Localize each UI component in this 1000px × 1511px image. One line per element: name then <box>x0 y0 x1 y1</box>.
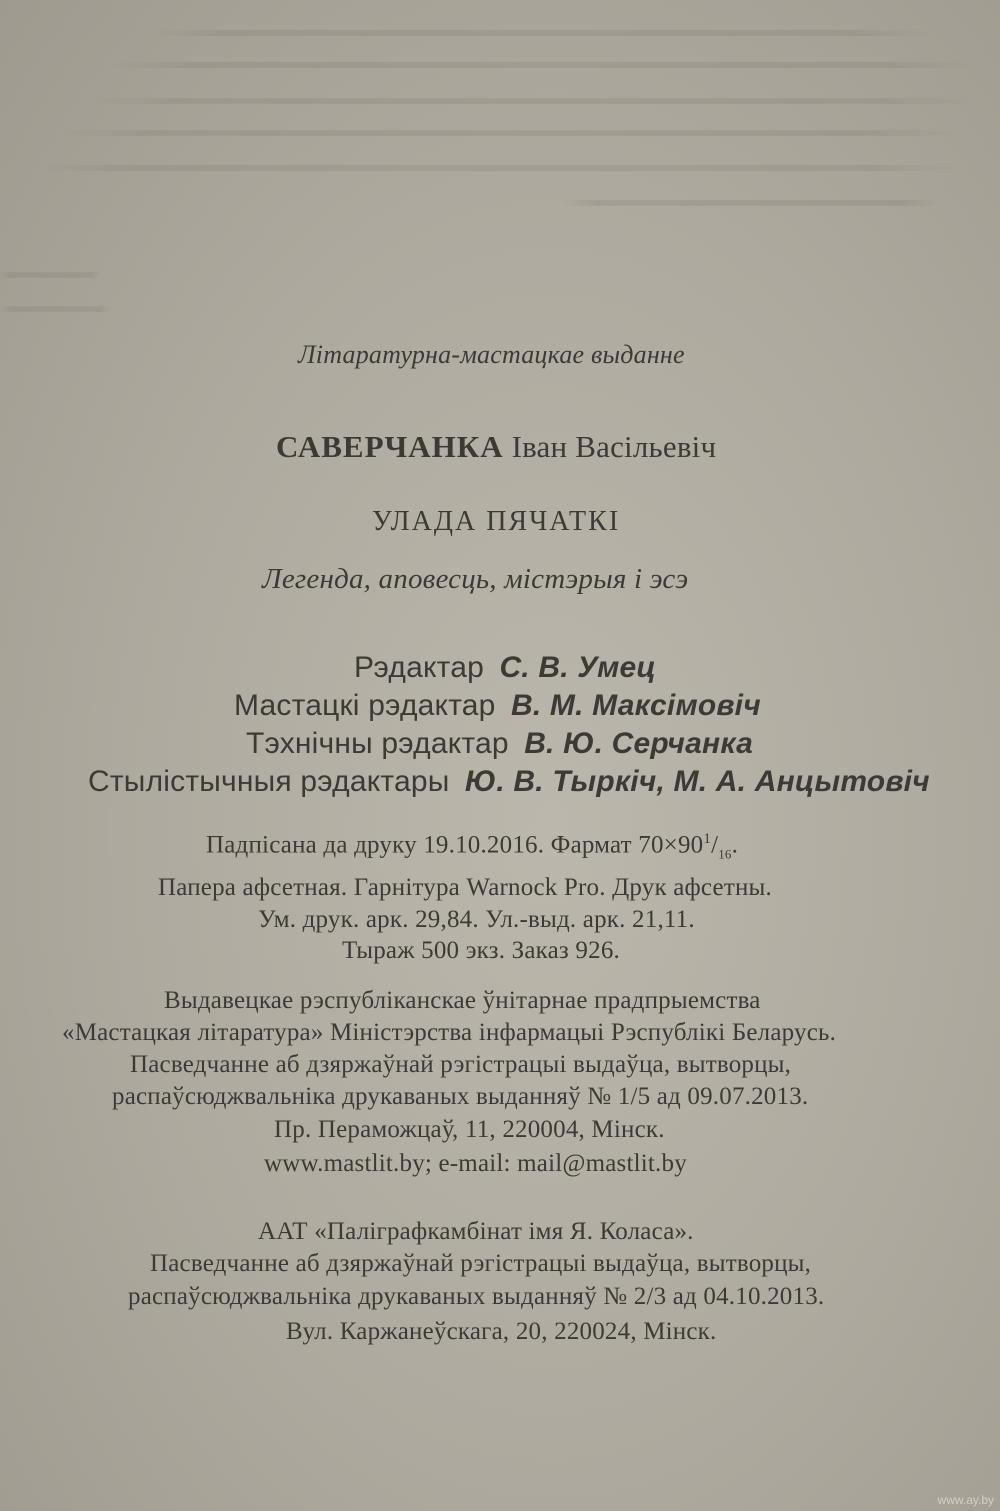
author-name <box>276 429 716 465</box>
publisher-line-2: «Мастацкая літаратура» Міністэрства інфармацыі Рэспублікі Беларусь. <box>62 1019 837 1046</box>
credit-person: В. М. Максімовіч <box>510 689 761 722</box>
publisher-line-1: Выдавецкае рэспубліканскае ўнітарнае прадпрыемства <box>164 987 761 1014</box>
publisher-line-4: распаўсюджвальніка друкаваных выданняў № 1/5 ад 09.07.2013. <box>112 1083 809 1110</box>
imprint-line-4: Тыраж 500 экз. Заказ 926. <box>342 937 620 964</box>
credit-style-editors <box>88 765 930 799</box>
site-watermark: www.ay.by <box>937 1493 994 1507</box>
publisher-line-3: Пасведчанне аб дзяржаўнай рэгістрацыі выдаўца, вытворцы, <box>130 1051 792 1078</box>
credit-role: Стылістычныя рэдактары <box>88 765 450 798</box>
book-title: УЛАДА ПЯЧАТКІ <box>372 506 621 537</box>
author-given-names: Іван Васільевіч <box>511 429 717 464</box>
credit-role: Рэдактар <box>354 651 485 684</box>
imprint-line-2: Папера афсетная. Гарнітура Warnock Pro. Друк афсетны. <box>158 874 772 901</box>
imprint-signed-format: Падпісана да друку 19.10.2016. Фармат 70×90 <box>206 831 704 859</box>
printer-line-2: Пасведчанне аб дзяржаўнай рэгістрацыі выдаўца, вытворцы, <box>150 1250 812 1277</box>
format-numerator: 1 <box>703 831 712 847</box>
imprint-line-3: Ум. друк. арк. 29,84. Ул.-выд. арк. 21,11. <box>258 906 695 933</box>
credit-role: Тэхнічны рэдактар <box>246 727 509 760</box>
publisher-address: Пр. Пераможцаў, 11, 220004, Мінск. <box>274 1116 665 1143</box>
printer-line-1: ААТ «Паліграфкамбінат імя Я. Коласа». <box>258 1218 694 1245</box>
credit-person: В. Ю. Серчанка <box>524 727 753 760</box>
format-denominator: 16 <box>718 846 732 862</box>
imprint-line-1: Падпісана да друку 19.10.2016. Фармат $70\times 90^1/_{16}$. <box>206 831 739 862</box>
publisher-contacts: www.mastlit.by; e-mail: mail@mastlit.by <box>264 1150 687 1177</box>
edition-type: Літаратурна-мастацкае выданне <box>298 340 685 369</box>
credit-person: С. В. Умец <box>499 651 656 684</box>
book-subtitle: Легенда, аповесць, містэрыя і эсэ <box>262 563 689 595</box>
credit-person: Ю. В. Тыркіч, М. А. Анцытовіч <box>464 765 930 798</box>
printer-line-3: распаўсюджвальніка друкаваных выданняў № 2/3 ад 04.10.2013. <box>128 1283 825 1310</box>
credit-art-editor <box>234 689 761 723</box>
credit-editor <box>354 651 656 685</box>
printer-address: Вул. Каржанеўскага, 20, 220024, Мінск. <box>286 1318 717 1345</box>
show-through-text <box>0 0 1000 340</box>
credit-role: Мастацкі рэдактар <box>234 689 496 722</box>
credit-tech-editor <box>246 727 753 761</box>
author-surname: САВЕРЧАНКА <box>276 429 504 464</box>
